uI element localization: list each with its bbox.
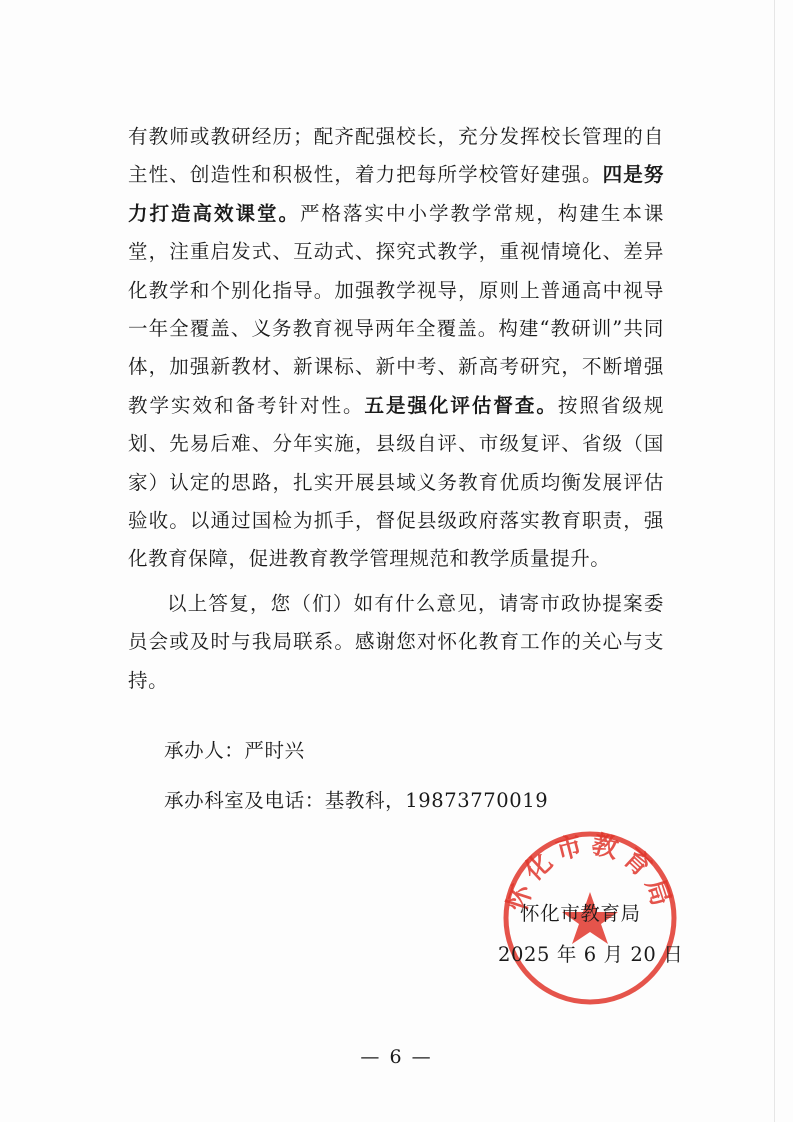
scan-edge-line: [774, 0, 775, 1122]
page-number: — 6 —: [360, 1046, 433, 1068]
heading-efficient-classroom: 四是努力打造高效课堂。: [128, 163, 664, 225]
signature-date: 2025 年 6 月 20 日: [498, 943, 684, 966]
signature-organization: 怀化市教育局: [520, 902, 641, 925]
svg-text:怀化市教育局: 怀化市教育局: [502, 829, 678, 916]
paragraph-text-a: 有教师或教研经历；配齐配强校长，充分发挥校长管理的自主性、创造性和积极性，着力把每所学校管好建强。: [128, 125, 664, 187]
heading-assessment-supervision: 五是强化评估督查。: [364, 393, 558, 417]
paragraph-text-b: 严格落实中小学教学常规，构建生本课堂，注重启发式、互动式、探究式教学，重视情境化、差异化教学和个别化指导。加强教学视导，原则上普通高中视导一年全覆盖、义务教育视导两年全覆盖。构建“教研训”共同体，加强新教材、新课标、新中考、新高考研究，不断增强教学实效和备考针对性。: [128, 201, 664, 417]
paragraph-closing: 以上答复，您（们）如有什么意见，请寄市政协提案委员会或及时与我局联系。感谢您对怀化教育工作的关心与支持。: [128, 591, 664, 692]
office-phone-line: 承办科室及电话：基教科，19873770019: [164, 789, 549, 812]
paragraph-measures: [128, 118, 664, 579]
handler-line: 承办人：严时兴: [164, 739, 305, 762]
paragraph-text-c: 按照省级规划、先易后难、分年实施，县级自评、市级复评、省级（国家）认定的思路，扎实开展县域义务教育优质均衡发展评估验收。以通过国检为抓手，督促县级政府落实教育职责，强化教育保障，促进教育教学管理规范和教学质量提升。: [128, 393, 664, 571]
body-text: [128, 118, 664, 700]
